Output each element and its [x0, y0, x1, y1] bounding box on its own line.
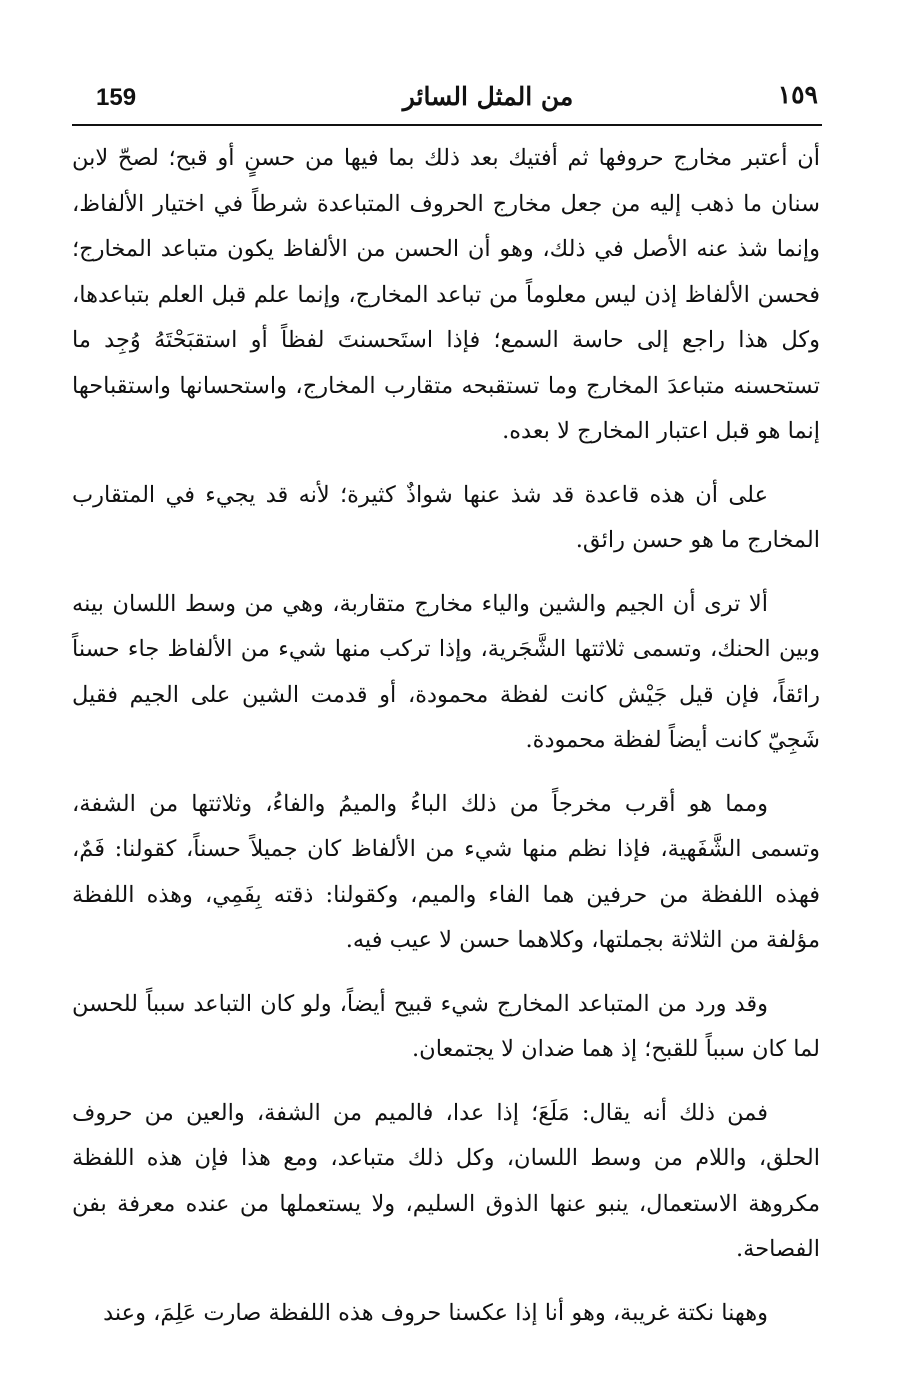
- page-header: [68, 78, 828, 118]
- page-number-arabic: ١٥٩: [777, 80, 818, 109]
- page-number-latin: 159: [96, 84, 137, 111]
- paragraph-1: أن أعتبر مخارج حروفها ثم أفتيك بعد ذلك بما فيها من حسنٍ أو قبح؛ لصحّ لابن سنان ما ذهب إليه من جعل مخارج الحروف المتباعدة شرطاً في اختيار الألفاظ، وإنما شذ عنه الأصل في ذلك، وهو أن الحسن من الألفاظ يكون متباعد المخارج؛ فحسن الألفاظ إذن ليس معلوماً من تباعد المخارج، وإنما علم قبل العلم بتباعدها، وكل هذا راجع إلى حاسة السمع؛ فإذا استَحسنتَ لفظاً أو استقبَحْتَهُ وُجِد ما تستحسنه متباعدَ المخارج وما تستقبحه متقارب المخارج، واستحسانها واستقباحها إنما هو قبل اعتبار المخارج لا بعده.: [72, 145, 820, 444]
- paragraph-5: وقد ورد من المتباعد المخارج شيء قبيح أيضاً، ولو كان التباعد سبباً للحسن لما كان سبباً للقبح؛ إذ هما ضدان لا يجتمعان.: [72, 990, 820, 1062]
- page-body: [72, 136, 820, 1336]
- paragraph-3: ألا ترى أن الجيم والشين والياء مخارج متقاربة، وهي من وسط اللسان بينه وبين الحنك، وتسمى ثلاثتها الشَّجَرية، وإذا تركب منها شيء من الألفاظ جاء حسناً رائقاً، فإن قيل جَيْش كانت لفظة محمودة، أو قدمت الشين على الجيم فقيل شَجِيّ كانت أيضاً لفظة محمودة.: [72, 590, 820, 753]
- paragraph-7: وههنا نكتة غريبة، وهو أنا إذا عكسنا حروف هذه اللفظة صارت عَلِمَ، وعند: [103, 1299, 768, 1326]
- paragraph-4: ومما هو أقرب مخرجاً من ذلك الباءُ والميمُ والفاءُ، وثلاثتها من الشفة، وتسمى الشَّفَهية، فإذا نظم منها شيء من الألفاظ كان جميلاً حسناً، كقولنا: فَمٌ، فهذه اللفظة من حرفين هما الفاء والميم، وكقولنا: ذقته بِفَمِي، وهذه اللفظة مؤلفة من الثلاثة بجملتها، وكلاهما حسن لا عيب فيه.: [72, 790, 820, 953]
- paragraph-6: فمن ذلك أنه يقال: مَلَعَ؛ إذا عدا، فالميم من الشفة، والعين من حروف الحلق، واللام من وسط اللسان، وكل ذلك متباعد، ومع هذا فإن هذه اللفظة مكروهة الاستعمال، ينبو عنها الذوق السليم، ولا يستعملها من عنده معرفة بفن الفصاحة.: [72, 1099, 820, 1262]
- paragraph-2: على أن هذه قاعدة قد شذ عنها شواذٌ كثيرة؛ لأنه قد يجيء في المتقارب المخارج ما هو حسن رائق.: [72, 481, 820, 553]
- header-divider: [72, 124, 822, 126]
- running-title: من المثل السائر: [402, 82, 574, 111]
